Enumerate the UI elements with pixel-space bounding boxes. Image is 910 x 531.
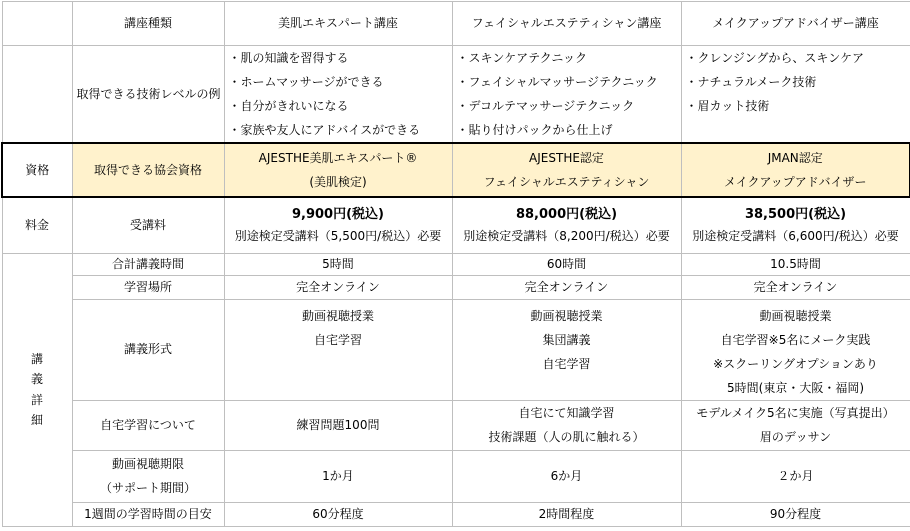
details-section: [2, 253, 72, 526]
header-row: [2, 2, 910, 46]
skills-course2-line: ・フェイシャルマッサージテクニック: [456, 75, 658, 89]
skills-section-blank: [2, 46, 72, 144]
fee-section: 料金: [2, 197, 72, 253]
details-course3-line: 自宅学習※5名にメーク実践: [720, 332, 871, 347]
fee-course3: [681, 197, 910, 253]
details-course3: [681, 400, 910, 450]
details-section-char: 詳: [30, 392, 43, 407]
details-section-char: 義: [30, 372, 43, 387]
details-label: 1週間の学習時間の目安: [72, 502, 224, 526]
details-course3-line: ※スクーリングオプションあり: [713, 356, 878, 371]
certification-course2-line: AJESTHE認定: [529, 151, 604, 165]
fee-row: [2, 197, 910, 253]
certification-course1-line: AJESTHE美肌エキスパート®: [258, 151, 418, 165]
fee-course3-note: 別途検定受講料（6,600円/税込）必要: [692, 228, 899, 243]
details-label: 合計講義時間: [72, 253, 224, 275]
details-course1: 60分程度: [224, 502, 452, 526]
skills-course3-line: ・クレンジングから、スキンケア: [685, 51, 865, 65]
details-course3-line: 眉のデッサン: [759, 430, 832, 444]
header-course1: 美肌エキスパート講座: [224, 2, 452, 46]
skills-course1-line: ・家族や友人にアドバイスができる: [228, 123, 421, 137]
fee-label: 受講料: [72, 197, 224, 253]
skills-row: [2, 46, 910, 144]
details-row-location: [2, 275, 910, 299]
details-course3-line: 5時間(東京・大阪・福岡): [727, 380, 864, 395]
certification-row: [2, 143, 910, 197]
details-label-line: 動画視聴期限: [111, 457, 184, 471]
details-row-format: [2, 299, 910, 400]
skills-course1: [224, 46, 452, 144]
details-course1: [224, 299, 452, 400]
details-course2: 6か月: [452, 450, 681, 502]
fee-course3-price: 38,500円(税込): [744, 207, 847, 223]
skills-course3: [681, 46, 910, 144]
details-label: 自宅学習について: [72, 400, 224, 450]
fee-course2-price: 88,000円(税込): [515, 207, 618, 223]
details-course2: [452, 400, 681, 450]
fee-course1-note: 別途検定受講料（5,500円/税込）必要: [234, 228, 442, 243]
fee-course2: [452, 197, 681, 253]
details-course2: 2時間程度: [452, 502, 681, 526]
header-category: 講座種類: [72, 2, 224, 46]
certification-course3-line: JMAN認定: [767, 151, 823, 165]
skills-course3-line: ・ナチュラルメーク技術: [685, 75, 817, 89]
details-course3: 90分程度: [681, 502, 910, 526]
details-course3-line: 動画視聴授業: [759, 308, 832, 323]
details-course1-line: 動画視聴授業: [301, 308, 374, 323]
certification-course2: [452, 143, 681, 197]
certification-course3-line: メイクアップアドバイザー: [724, 175, 867, 189]
details-course2: [452, 299, 681, 400]
details-course3: 10.5時間: [681, 253, 910, 275]
details-label: 学習場所: [72, 275, 224, 299]
details-course1: 練習問題100問: [224, 400, 452, 450]
details-course3: [681, 299, 910, 400]
details-section-char: 講: [30, 351, 43, 366]
details-section-char: 細: [30, 412, 43, 427]
fee-course1: [224, 197, 452, 253]
details-course2: 60時間: [452, 253, 681, 275]
header-blank-cell: [2, 2, 72, 46]
fee-course1-price: 9,900円(税込): [291, 207, 384, 223]
certification-section: 資格: [2, 143, 72, 197]
details-row-hours: [2, 253, 910, 275]
skills-course1-line: ・自分がきれいになる: [228, 99, 349, 113]
skills-course3-line: ・眉カット技術: [685, 99, 770, 113]
details-course2-line: 自宅にて知識学習: [518, 406, 615, 420]
skills-course2: [452, 46, 681, 144]
details-label-line: （サポート期間）: [99, 481, 196, 495]
details-row-weekly: [2, 502, 910, 526]
details-course2: 完全オンライン: [452, 275, 681, 299]
details-course1: 5時間: [224, 253, 452, 275]
skills-course2-line: ・貼り付けパックから仕上げ: [456, 123, 613, 137]
certification-label: 取得できる協会資格: [72, 143, 224, 197]
header-course2: フェイシャルエステティシャン講座: [452, 2, 681, 46]
details-row-homestudy: [2, 400, 910, 450]
details-course1-line: 自宅学習: [313, 332, 362, 347]
course-comparison-table: [1, 1, 910, 527]
certification-course2-line: フェイシャルエステティシャン: [483, 175, 650, 189]
certification-course1-line: (美肌検定): [309, 175, 367, 189]
details-course2-line: 技術課題（人の肌に触れる）: [488, 430, 645, 444]
details-course1: 完全オンライン: [224, 275, 452, 299]
details-course2-line: 自宅学習: [542, 356, 591, 371]
header-course3: メイクアップアドバイザー講座: [681, 2, 910, 46]
skills-course1-line: ・ホームマッサージができる: [228, 75, 384, 89]
details-course2-line: 集団講義: [542, 332, 591, 347]
details-row-period: [2, 450, 910, 502]
details-label: 講義形式: [72, 299, 224, 400]
skills-course2-line: ・デコルテマッサージテクニック: [456, 99, 635, 113]
skills-label: 取得できる技術レベルの例: [72, 46, 224, 144]
details-course1: 1か月: [224, 450, 452, 502]
skills-course1-line: ・肌の知識を習得する: [228, 51, 349, 65]
details-course2-line: 動画視聴授業: [530, 308, 603, 323]
details-course3: ２か月: [681, 450, 910, 502]
skills-course2-line: ・スキンケアテクニック: [456, 51, 587, 65]
fee-course2-note: 別途検定受講料（8,200円/税込）必要: [463, 228, 670, 243]
details-course3-line: モデルメイク5名に実施（写真提出）: [696, 406, 895, 420]
certification-course1: [224, 143, 452, 197]
details-course3: 完全オンライン: [681, 275, 910, 299]
certification-course3: [681, 143, 910, 197]
details-label: [72, 450, 224, 502]
